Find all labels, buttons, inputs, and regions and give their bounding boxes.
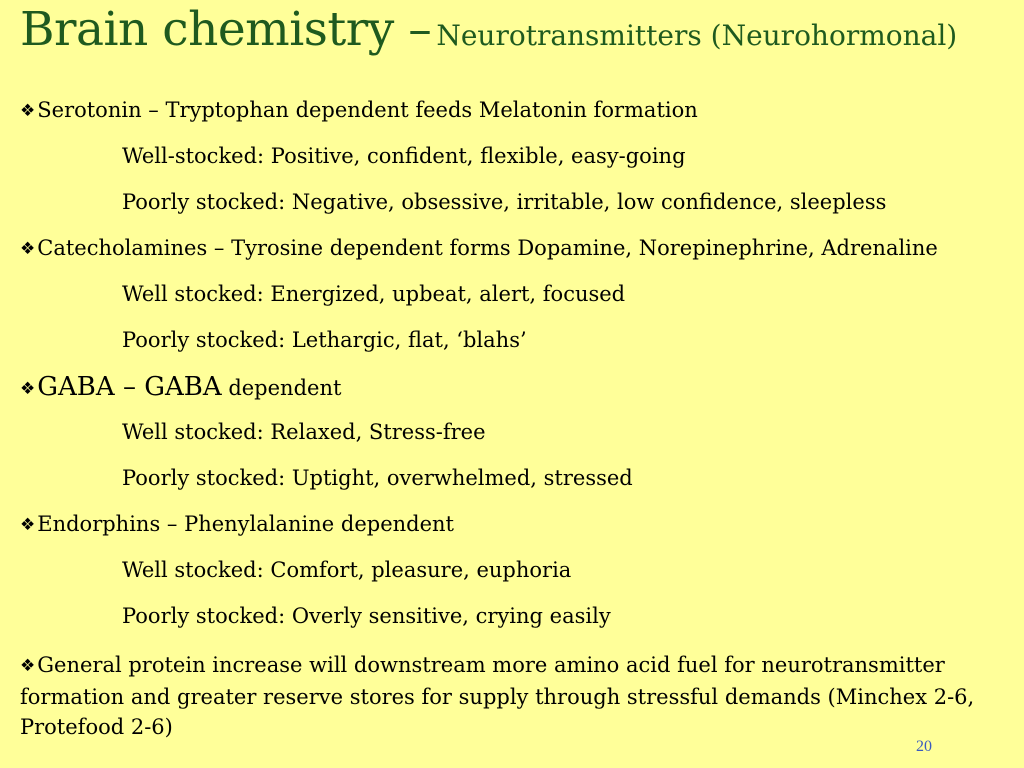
bullet-text: Serotonin – Tryptophan dependent feeds Melatonin formation xyxy=(37,98,698,122)
diamond-bullet-icon: ❖ xyxy=(20,101,36,121)
diamond-bullet-icon: ❖ xyxy=(20,239,36,259)
bullet-catecholamines xyxy=(20,238,938,259)
sub-line-well-stocked: Well stocked: Comfort, pleasure, euphoria xyxy=(122,558,572,582)
sub-line-well-stocked: Well stocked: Relaxed, Stress-free xyxy=(122,420,486,444)
page-number: 20 xyxy=(916,738,932,755)
slide-title xyxy=(20,2,958,57)
bullet-text: Endorphins – Phenylalanine dependent xyxy=(37,512,454,536)
diamond-bullet-icon: ❖ xyxy=(20,515,36,535)
sub-line-poorly-stocked: Poorly stocked: Negative, obsessive, irritable, low confidence, sleepless xyxy=(122,190,887,214)
diamond-bullet-icon: ❖ xyxy=(20,656,36,676)
bullet-text: dependent xyxy=(221,376,342,400)
sub-line-poorly-stocked: Poorly stocked: Overly sensitive, crying easily xyxy=(122,604,611,628)
bullet-endorphins xyxy=(20,514,454,535)
sub-line-poorly-stocked: Poorly stocked: Lethargic, flat, ‘blahs’ xyxy=(122,328,527,352)
title-subtitle: Neurotransmitters (Neurohormonal) xyxy=(436,19,958,52)
bullet-text-large: GABA – GABA xyxy=(37,372,222,402)
title-main: Brain chemistry – xyxy=(20,2,432,57)
diamond-bullet-icon: ❖ xyxy=(20,379,36,399)
bullet-serotonin xyxy=(20,100,698,121)
sub-line-poorly-stocked: Poorly stocked: Uptight, overwhelmed, stressed xyxy=(122,466,633,490)
sub-line-well-stocked: Well-stocked: Positive, confident, flexible, easy-going xyxy=(122,144,686,168)
bullet-gaba xyxy=(20,374,341,400)
bullet-text: General protein increase will downstream more amino acid fuel for neurotransmitter formation and greater reserve stores for supply through stressful demands (Minchex 2-6, Protefood 2-6) xyxy=(20,653,975,739)
sub-line-well-stocked: Well stocked: Energized, upbeat, alert, focused xyxy=(122,282,626,306)
bullet-text: Catecholamines – Tyrosine dependent forms Dopamine, Norepinephrine, Adrenaline xyxy=(37,236,938,260)
bullet-general-protein xyxy=(20,650,1000,742)
